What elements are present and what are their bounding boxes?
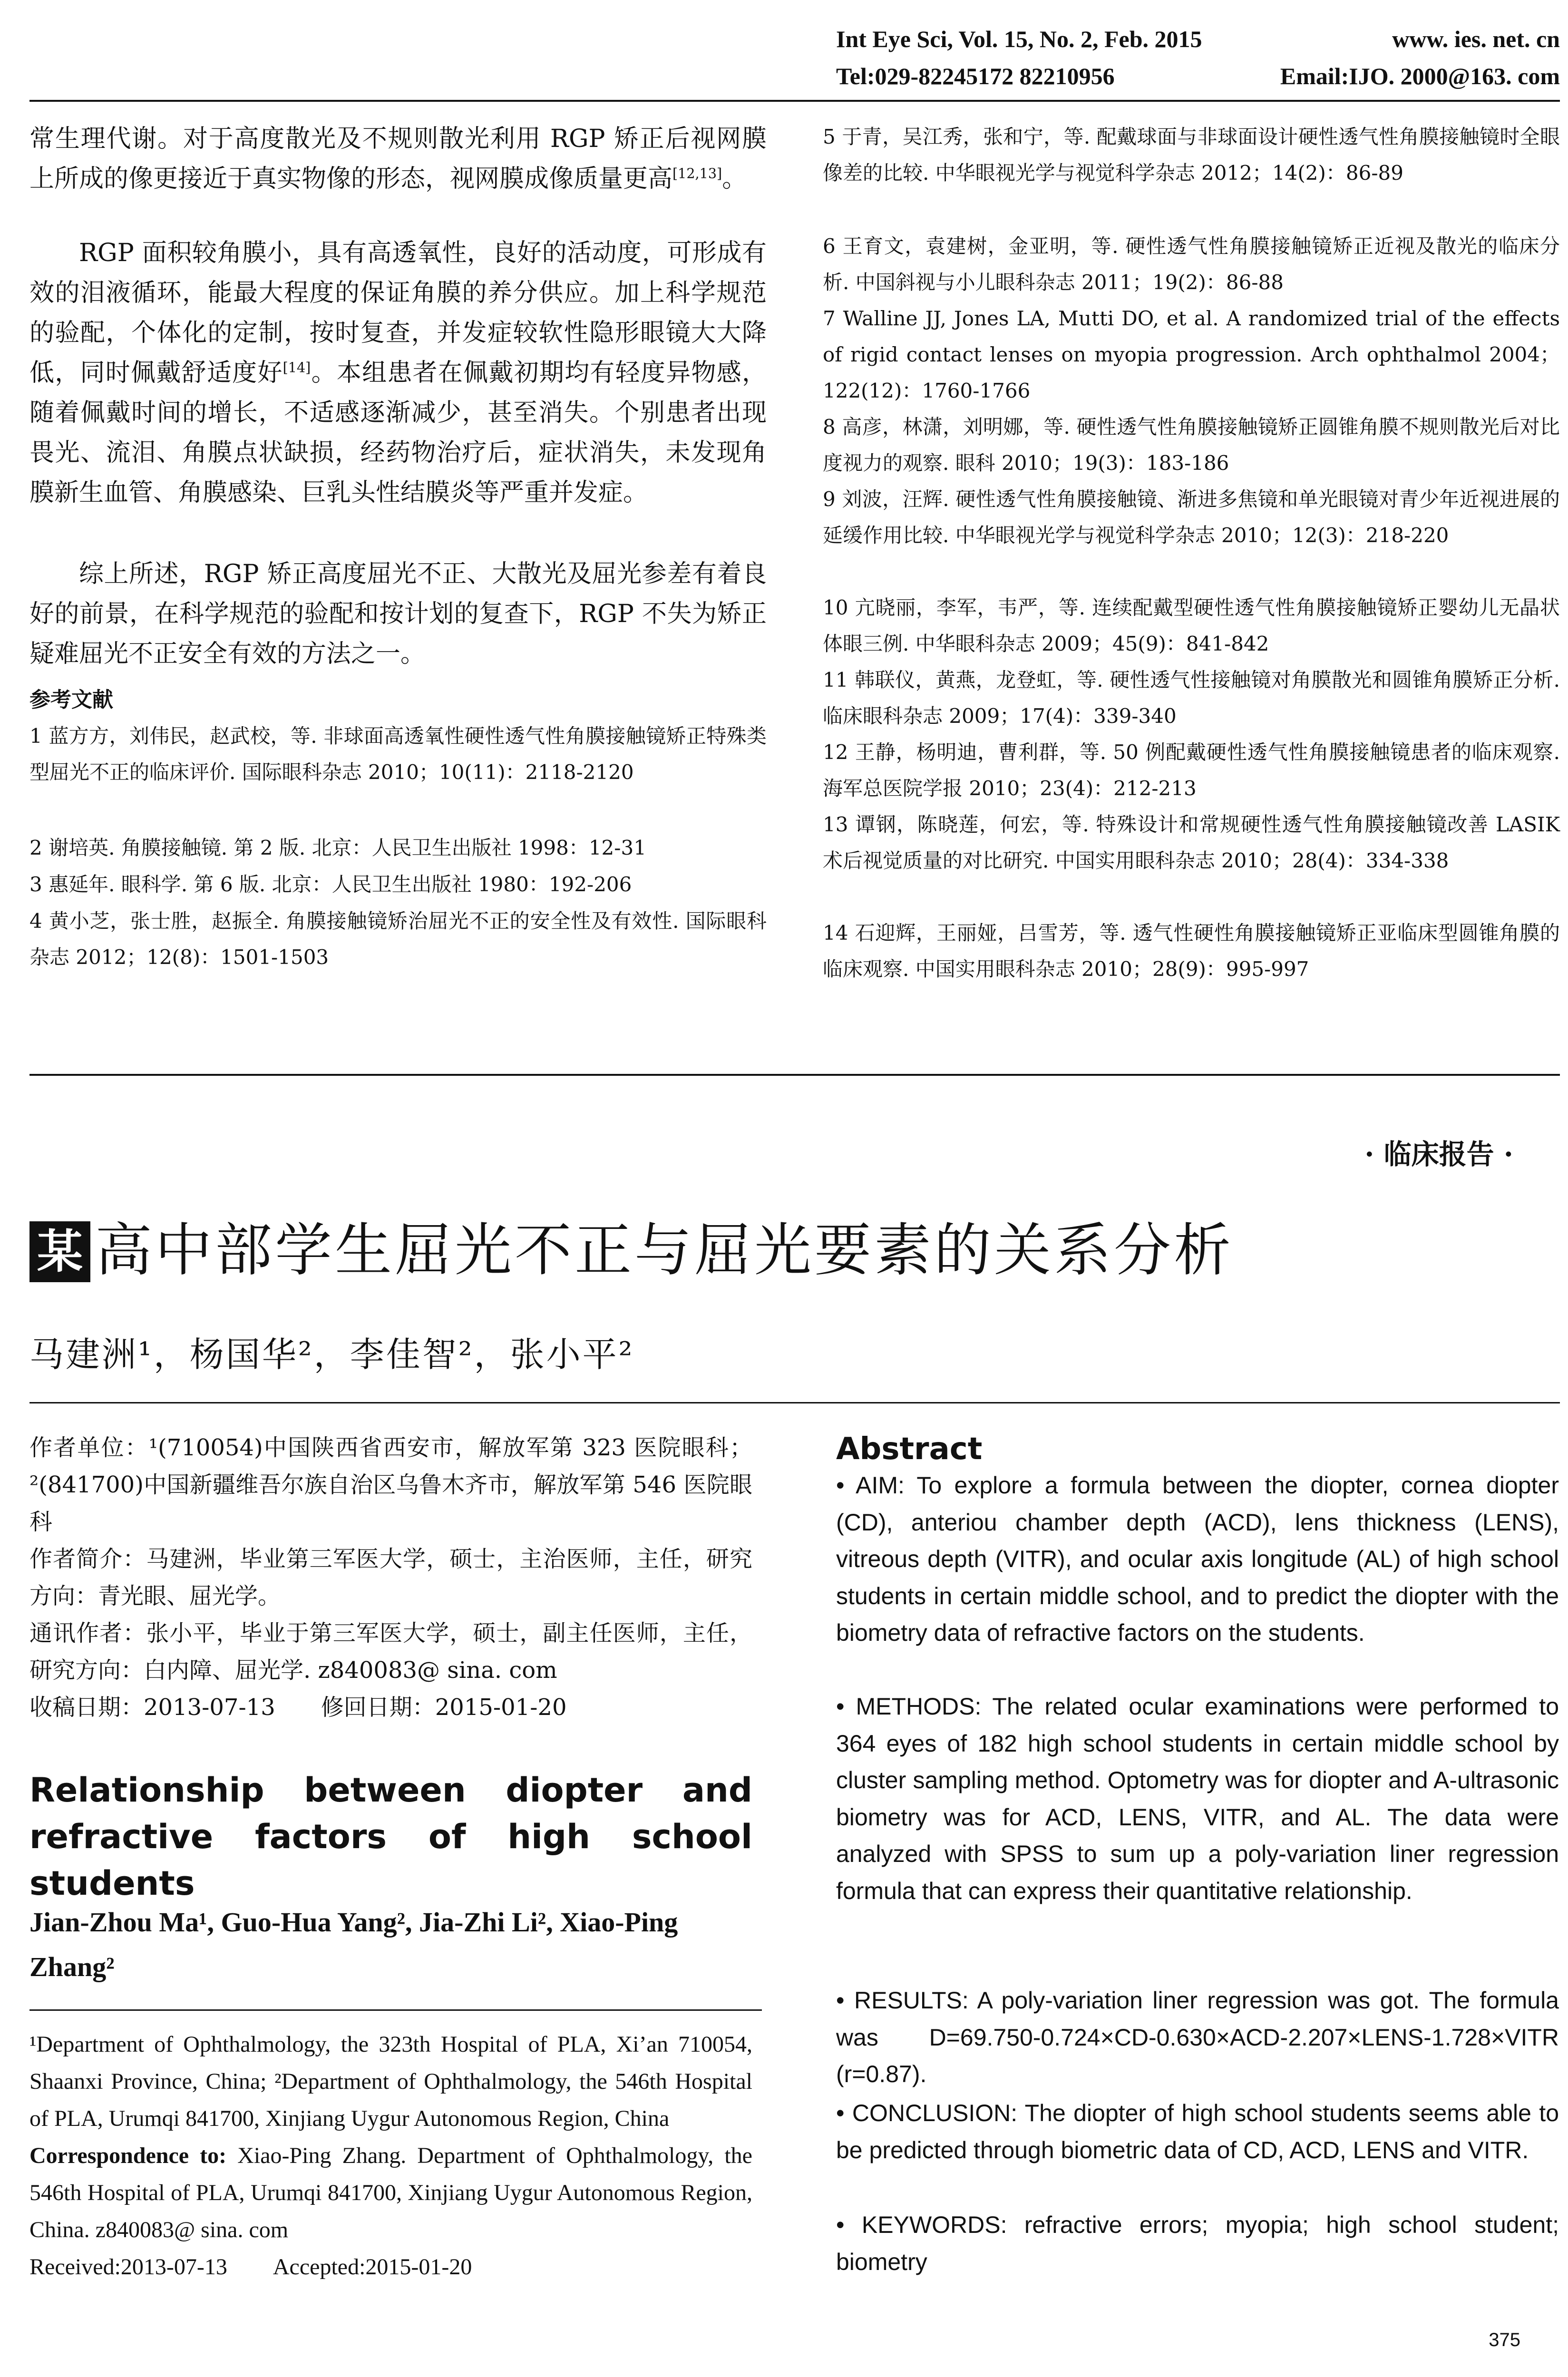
article-title-en: Relationship between diopter and refractive factors of high school students: [29, 1771, 752, 1903]
page-number: 375: [1489, 2329, 1520, 2350]
reference-item: 9 刘波，汪辉. 硬性透气性角膜接触镜、渐进多焦镜和单光眼镜对青少年近视进展的延缓作用比较. 中华眼视光学与视觉科学杂志 2010；12(3)：218-220: [823, 487, 1560, 547]
received-dates-cn: 收稿日期：2013-07-13 修回日期：2015-01-20: [29, 1694, 567, 1721]
author-bio-cn: 作者简介：马建洲，毕业第三军医大学，硕士，主治医师，主任，研究方向：青光眼、屈光学。: [29, 1546, 752, 1609]
abstract-methods: • METHODS: The related ocular examinations were performed to 364 eyes of 182 high school students in certain middle school by cluster sampling method. Optometry was for diopter and A-ultrasonic biometry was for ACD, LENS, VITR, and AL. The data were analyzed with SPSS to sum up a poly-variation liner regression formula that can express their quantitative relationship.: [836, 1693, 1559, 1904]
reference-item: 2 谢培英. 角膜接触镜. 第 2 版. 北京：人民卫生出版社 1998：12-31: [29, 836, 646, 859]
reference-item: 1 蓝方方，刘伟民，赵武校，等. 非球面高透氧性硬性透气性角膜接触镜矫正特殊类型屈光不正的临床评价. 国际眼科杂志 2010；10(11)：2118-2120: [29, 724, 767, 784]
reference-item: 5 于青，吴江秀，张和宁，等. 配戴球面与非球面设计硬性透气性角膜接触镜时全眼像差的比较. 中华眼视光学与视觉科学杂志 2012；14(2)：86-89: [823, 125, 1560, 185]
article-title-cn: 高中部学生屈光不正与屈光要素的关系分析: [95, 1218, 1234, 1284]
corresponding-author-cn: 通讯作者：张小平，毕业于第三军医大学，硕士，副主任医师，主任，研究方向：白内障、屈光学. z840083@ sina. com: [29, 1620, 752, 1684]
affiliation-en: ¹Department of Ophthalmology, the 323th Hospital of PLA, Xi’an 710054, Shaanxi Province, China; ²Department of Ophthalmology, the 546th Hospital of PLA, Urumqi 841700, Xinjiang Uygur Autonomous Region, China Correspondence to: Xiao-Ping Zhang. Department of Ophthalmology, the 546th Hospital of PLA, Urumqi 841700, Xinjiang Uygur Autonomous Region, China. z840083@ sina. com Received:2013-07-13 Accepted:2015-01-20: [29, 2032, 752, 2280]
reference-item: 4 黄小芝，张士胜，赵振全. 角膜接触镜矫治屈光不正的安全性及有效性. 国际眼科杂志 2012；12(8)：1501-1503: [29, 909, 767, 969]
article-separator: [29, 1074, 1560, 1076]
reference-item: 10 亢晓丽，李军，韦严，等. 连续配戴型硬性透气性角膜接触镜矫正婴幼儿无晶状体眼三例. 中华眼科杂志 2009；45(9)：841-842: [823, 596, 1560, 655]
prev-paragraph-3: 综上所述，RGP 矫正高度屈光不正、大散光及屈光参差有着良好的前景，在科学规范的验配和按计划的复查下，RGP 不失为矫正疑难屈光不正安全有效的方法之一。: [29, 560, 767, 668]
correspondence-label: Correspondence to:: [29, 2143, 227, 2168]
abstract-keywords: • KEYWORDS: refractive errors; myopia; high school student; biometry: [836, 2211, 1559, 2275]
section-label: · 临床报告 ·: [1364, 1138, 1513, 1170]
received-dates-en: Received:2013-07-13 Accepted:2015-01-20: [29, 2254, 472, 2280]
journal-tel: Tel:029-82245172 82210956: [836, 63, 1115, 89]
journal-website: www. ies. net. cn: [1392, 26, 1560, 52]
reference-item: 14 石迎辉，王丽娅，吕雪芳，等. 透气性硬性角膜接触镜矫正亚临床型圆锥角膜的临床观察. 中国实用眼科杂志 2010；28(9)：995-997: [823, 921, 1560, 981]
reference-item: 3 惠延年. 眼科学. 第 6 版. 北京：人民卫生出版社 1980：192-206: [29, 873, 632, 896]
reference-item: 12 王静，杨明迪，曹利群，等. 50 例配戴硬性透气性角膜接触镜患者的临床观察. 海军总医院学报 2010；23(4)：212-213: [823, 740, 1560, 800]
authors-en: Jian-Zhou Ma¹, Guo-Hua Yang², Jia-Zhi Li², Xiao-Ping Zhang²: [29, 1907, 678, 1982]
authors-cn: 马建洲¹，杨国华²，李佳智²，张小平²: [29, 1335, 634, 1374]
reference-item: 11 韩联仪，黄燕，龙登虹，等. 硬性透气性接触镜对角膜散光和圆锥角膜矫正分析. 临床眼科杂志 2009；17(4)：339-340: [823, 668, 1560, 728]
abstract-conclusion: • CONCLUSION: The diopter of high school students seems able to be predicted through biometric data of CD, ACD, LENS and VITR.: [836, 2100, 1559, 2163]
prev-paragraph-1: 常生理代谢。对于高度散光及不规则散光利用 RGP 矫正后视网膜上所成的像更接近于真实物像的形态，视网膜成像质量更高[12,13]。: [29, 125, 767, 193]
header-rule: [29, 100, 1560, 102]
journal-citation: Int Eye Sci, Vol. 15, No. 2, Feb. 2015: [836, 26, 1202, 52]
author-affiliation-cn: 作者单位：¹(710054)中国陕西省西安市，解放军第 323 医院眼科；²(841700)中国新疆维吾尔族自治区乌鲁木齐市，解放军第 546 医院眼科: [29, 1434, 752, 1535]
journal-email: Email:IJO. 2000@163. com: [1280, 63, 1560, 89]
abstract-heading: Abstract: [836, 1432, 983, 1467]
article-logo: 某: [29, 1221, 90, 1282]
abstract-results: • RESULTS: A poly-variation liner regression was got. The formula was D=69.750-0.724×CD-0.630×ACD-2.207×LENS-1.728×VITR (r=0.87).: [836, 1987, 1559, 2087]
references-heading: 参考文献: [29, 688, 113, 712]
reference-item: 7 Walline JJ, Jones LA, Mutti DO, et al. A randomized trial of the effects of rigid contact lenses on myopia progression. Arch ophthalmol 2004；122(12)：1760-1766: [823, 307, 1560, 402]
title-rule: [29, 1402, 1560, 1403]
prev-paragraph-2: RGP 面积较角膜小，具有高透氧性，良好的活动度，可形成有效的泪液循环，能最大程度的保证角膜的养分供应。加上科学规范的验配，个体化的定制，按时复查，并发症较软性隐形眼镜大大降低，同时佩戴舒适度好[14]。本组患者在佩戴初期均有轻度异物感，随着佩戴时间的增长，不适感逐渐减少，甚至消失。个别患者出现畏光、流泪、角膜点状缺损，经药物治疗后，症状消失，未发现角膜新生血管、角膜感染、巨乳头性结膜炎等严重并发症。: [29, 239, 767, 507]
reference-item: 13 谭钢，陈晓莲，何宏，等. 特殊设计和常规硬性透气性角膜接触镜改善 LASIK 术后视觉质量的对比研究. 中国实用眼科杂志 2010；28(4)：334-338: [823, 813, 1560, 872]
reference-item: 6 王育文，袁建树，金亚明，等. 硬性透气性角膜接触镜矫正近视及散光的临床分析. 中国斜视与小儿眼科杂志 2011；19(2)：86-88: [823, 234, 1560, 294]
reference-item: 8 高彦，林潇，刘明娜，等. 硬性透气性角膜接触镜矫正圆锥角膜不规则散光后对比度视力的观察. 眼科 2010；19(3)：183-186: [823, 415, 1560, 475]
abstract-aim: • AIM: To explore a formula between the diopter, cornea diopter (CD), anteriou chamber depth (ACD), lens thickness (LENS), vitreous depth (VITR), and ocular axis longitude (AL) of high school students in certain middle school, and to predict the diopter with the biometry data of refractive factors on the students.: [836, 1472, 1559, 1646]
affiliation-rule: [29, 2009, 762, 2011]
